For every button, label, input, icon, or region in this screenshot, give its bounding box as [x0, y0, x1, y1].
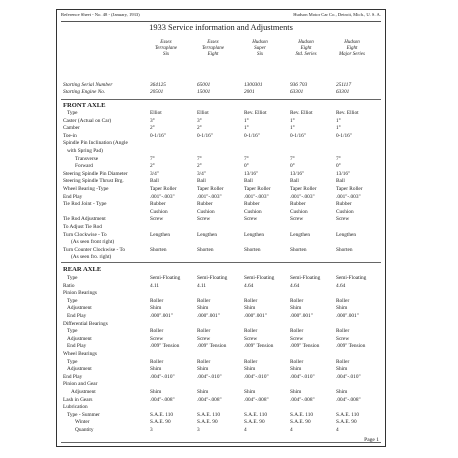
- row-value: 7°: [150, 155, 155, 162]
- row-value: Roller: [244, 328, 258, 335]
- row-value: 4.64: [336, 282, 346, 289]
- row-value: Shim: [197, 366, 209, 373]
- model-header-line: Terraplane: [201, 46, 225, 51]
- row-value: 3: [150, 427, 153, 433]
- model-header-line: Six: [162, 52, 170, 57]
- table-row: [57, 171, 385, 178]
- row-label: (As seen front right): [71, 239, 115, 246]
- serial-label: Starting Serial Number: [63, 82, 113, 88]
- row-value: Shorten: [290, 246, 307, 253]
- row-value: Screw: [290, 335, 304, 342]
- row-label: Steering Spindle Thrust Brg.: [63, 178, 124, 185]
- row-value: 2°: [150, 163, 155, 170]
- row-label: Quantity: [75, 427, 94, 433]
- model-header-line: Super: [254, 46, 266, 51]
- row-value: Lengthen: [197, 231, 218, 238]
- row-value: .000".001": [336, 313, 359, 319]
- row-value: Ball: [336, 178, 345, 185]
- row-value: .000".001": [290, 313, 313, 319]
- model-header-2: [193, 40, 233, 58]
- model-header-line: Essex: [160, 40, 172, 45]
- model-header-1: [146, 40, 186, 58]
- row-value: 0-1/16": [150, 132, 166, 139]
- model-header-line: Eight: [300, 46, 312, 51]
- row-label: Type: [67, 275, 78, 281]
- table-row: [57, 194, 385, 201]
- row-label: Adjustment: [67, 335, 92, 342]
- row-label: Turn Clockwise - To: [63, 231, 107, 238]
- row-value: Screw: [244, 335, 258, 342]
- row-value: Rev. Elliot: [336, 110, 359, 116]
- row-value: Roller: [197, 328, 211, 335]
- row-value: .004"-.008": [197, 396, 222, 403]
- table-row: [57, 412, 385, 419]
- serial-value: 2001: [244, 89, 255, 95]
- row-value: 2°: [197, 125, 202, 132]
- row-value: 0°: [244, 163, 249, 170]
- row-value: 7°: [290, 155, 295, 162]
- row-value: 1°: [336, 117, 341, 124]
- row-value: Cushion: [244, 208, 262, 215]
- table-row: [57, 359, 385, 366]
- row-value: Taper Roller: [150, 186, 177, 192]
- row-value: Shim: [244, 389, 256, 395]
- row-value: Rev. Elliot: [244, 110, 267, 116]
- table-row: [57, 290, 385, 297]
- document-title: 1933 Service information and Adjustments: [149, 23, 293, 32]
- table-row: [57, 163, 385, 170]
- row-value: 4: [336, 427, 339, 433]
- row-value: Shorten: [336, 246, 353, 253]
- row-value: 0-1/16": [197, 132, 213, 139]
- table-row: [57, 374, 385, 381]
- row-value: Cushion: [150, 208, 168, 215]
- row-label: Toe-in: [63, 132, 77, 139]
- row-value: .004"-.010": [336, 373, 361, 380]
- row-value: 3: [197, 427, 200, 433]
- table-row: [57, 209, 385, 216]
- serial-value: 251117: [336, 82, 352, 88]
- row-value: Rubber: [197, 201, 213, 208]
- table-row: [57, 201, 385, 208]
- table-row: [57, 419, 385, 426]
- row-value: S.A.E. 90: [336, 419, 357, 426]
- row-label: End Play: [63, 193, 83, 200]
- table-row: [57, 140, 385, 147]
- row-value: Shim: [244, 366, 256, 373]
- row-label: End Play: [67, 313, 87, 319]
- reference-sheet: [56, 9, 386, 447]
- row-value: .001"-.003": [290, 193, 315, 200]
- table-row: [57, 336, 385, 343]
- row-value: 0-1/16": [244, 132, 260, 139]
- table-row: [57, 178, 385, 185]
- row-value: Shim: [290, 305, 302, 312]
- row-value: .001"-.003": [197, 193, 222, 200]
- model-header-line: Hudson: [298, 40, 314, 45]
- table-row: [57, 389, 385, 396]
- row-value: S.A.E. 90: [197, 419, 218, 426]
- row-value: Shim: [150, 389, 162, 395]
- serial-value: 63301: [336, 89, 350, 95]
- row-value: Shorten: [244, 246, 261, 253]
- row-value: Roller: [150, 297, 164, 304]
- row-value: 1°: [244, 125, 249, 132]
- row-value: Shim: [336, 305, 348, 312]
- divider-middle: [61, 262, 381, 263]
- row-value: 4: [244, 427, 247, 433]
- row-value: Screw: [336, 335, 350, 342]
- table-row: [57, 125, 385, 132]
- row-value: Cushion: [336, 208, 354, 215]
- row-value: 0-1/16": [336, 132, 352, 139]
- row-label: Pinion Bearings: [63, 290, 97, 297]
- row-value: 1°: [336, 125, 341, 132]
- row-value: 7°: [244, 155, 249, 162]
- row-value: Taper Roller: [244, 186, 271, 192]
- row-value: Roller: [290, 328, 304, 335]
- row-value: .004"-.008": [150, 396, 175, 403]
- table-row: [57, 110, 385, 117]
- row-value: Semi-Floating: [150, 275, 181, 281]
- row-label: Type: [67, 110, 78, 116]
- model-header-line: Eight: [346, 46, 358, 51]
- table-row: [57, 321, 385, 328]
- row-value: S.A.E. 110: [244, 411, 268, 418]
- row-value: Screw: [197, 216, 211, 223]
- row-value: 3/4": [150, 170, 159, 177]
- row-value: Lengthen: [290, 231, 311, 238]
- row-value: Lengthen: [244, 231, 265, 238]
- row-value: Semi-Floating: [290, 275, 321, 281]
- row-value: Taper Roller: [197, 186, 224, 192]
- table-row: [57, 156, 385, 163]
- row-value: 13/16": [336, 170, 351, 177]
- row-label: Type: [67, 297, 78, 304]
- table-row: [57, 366, 385, 373]
- row-value: 4.11: [150, 282, 160, 289]
- model-header-line: Hudson: [252, 40, 268, 45]
- row-value: S.A.E. 90: [244, 419, 265, 426]
- row-value: 3°: [197, 117, 202, 124]
- row-value: .004"-.010": [150, 373, 175, 380]
- row-value: Shim: [336, 389, 348, 395]
- row-value: Shim: [290, 389, 302, 395]
- row-value: Shorten: [150, 246, 167, 253]
- row-value: Shim: [290, 366, 302, 373]
- row-value: S.A.E. 110: [150, 411, 174, 418]
- row-value: Elliot: [197, 110, 209, 116]
- serial-value: 15001: [197, 89, 211, 95]
- row-value: Roller: [290, 297, 304, 304]
- table-row: [57, 427, 385, 434]
- row-label: Tie Rod Adjustment: [63, 216, 106, 223]
- row-value: Taper Roller: [290, 186, 317, 192]
- sheet-reference: Reference Sheet - No. 48 - (January, 1933): [61, 12, 140, 17]
- serial-label: Starting Engine No.: [63, 89, 106, 95]
- table-row: [57, 328, 385, 335]
- serial-value: 1300301: [244, 82, 263, 88]
- row-label: Lubrication: [63, 404, 88, 411]
- row-value: Taper Roller: [336, 186, 363, 192]
- row-value: S.A.E. 110: [336, 411, 360, 418]
- model-header-3: [240, 40, 280, 58]
- row-value: 0°: [336, 163, 341, 170]
- row-value: Roller: [150, 358, 164, 365]
- table-row: [57, 118, 385, 125]
- row-label: Ratio: [63, 282, 75, 289]
- row-value: .001"-.003": [150, 193, 175, 200]
- row-value: 13/16": [244, 170, 259, 177]
- serial-row: [57, 89, 385, 96]
- serial-value: 364125: [150, 82, 166, 88]
- row-label: Wheel Bearing -Type: [63, 186, 109, 192]
- row-value: Rubber: [150, 201, 166, 208]
- row-label: Adjustment: [67, 305, 92, 312]
- row-value: .000".001": [150, 313, 173, 319]
- model-header-line: Eight: [207, 52, 219, 57]
- row-value: Screw: [290, 216, 304, 223]
- row-value: 7°: [197, 155, 202, 162]
- table-row: [57, 381, 385, 388]
- table-row: [57, 397, 385, 404]
- sheet-header: [61, 12, 381, 22]
- row-label: Caster (Actual on Car): [63, 117, 112, 124]
- row-value: 1°: [290, 125, 295, 132]
- row-label: Transverse: [75, 155, 99, 162]
- row-label: Type: [67, 358, 78, 365]
- row-value: Shim: [150, 366, 162, 373]
- row-value: Lengthen: [336, 231, 357, 238]
- row-value: 4: [290, 427, 293, 433]
- row-value: Roller: [336, 328, 350, 335]
- row-value: Roller: [197, 297, 211, 304]
- table-row: [57, 216, 385, 223]
- row-value: Semi-Floating: [244, 275, 275, 281]
- row-value: .009" Tension: [244, 343, 274, 350]
- row-value: Shim: [197, 305, 209, 312]
- row-label: Differential Bearings: [63, 320, 108, 327]
- row-value: .004"-.010": [197, 373, 222, 380]
- table-row: [57, 298, 385, 305]
- divider-bottom: [61, 442, 381, 443]
- row-value: .001"-.003": [244, 193, 269, 200]
- row-label: Adjustment: [71, 389, 96, 395]
- row-value: Shorten: [197, 246, 214, 253]
- table-row: [57, 313, 385, 320]
- row-label: (As seen fro. right): [71, 254, 112, 261]
- divider-top: [61, 99, 381, 100]
- row-value: S.A.E. 110: [290, 411, 314, 418]
- row-value: 1°: [290, 117, 295, 124]
- page-number: Page 1: [364, 437, 379, 443]
- row-value: Elliot: [150, 110, 162, 116]
- row-value: .004"-.008": [244, 396, 269, 403]
- row-value: Ball: [150, 178, 159, 185]
- row-label: Type - Summer: [67, 411, 100, 418]
- row-value: .004"-.008": [290, 396, 315, 403]
- row-value: 2°: [150, 125, 155, 132]
- table-row: [57, 275, 385, 282]
- row-label: Steering Spindle Pin Diameter: [63, 170, 128, 177]
- row-value: Ball: [197, 178, 206, 185]
- row-value: Roller: [150, 328, 164, 335]
- row-value: .004"-.008": [336, 396, 361, 403]
- row-value: 3/4": [197, 170, 206, 177]
- row-value: Rubber: [290, 201, 306, 208]
- table-row: [57, 283, 385, 290]
- row-value: .009" Tension: [336, 343, 366, 350]
- row-value: 0-1/16": [290, 132, 306, 139]
- serial-value: 20501: [150, 89, 164, 95]
- row-value: Rev. Elliot: [290, 110, 313, 116]
- row-value: Ball: [244, 178, 253, 185]
- row-value: Screw: [150, 335, 164, 342]
- table-row: [57, 224, 385, 231]
- row-value: Rubber: [244, 201, 260, 208]
- row-value: Shim: [244, 305, 256, 312]
- row-label: Lash in Gears: [63, 396, 93, 403]
- model-header-line: Essex: [207, 40, 219, 45]
- row-value: .000".001": [197, 313, 220, 319]
- table-row: [57, 186, 385, 193]
- table-row: [57, 133, 385, 140]
- row-value: .001"-.003": [336, 193, 361, 200]
- table-row: [57, 305, 385, 312]
- row-value: .004"-.010": [244, 373, 269, 380]
- table-row: [57, 148, 385, 155]
- serial-value: 65001: [197, 82, 211, 88]
- row-value: .000".001": [244, 313, 267, 319]
- model-header-line: Six: [256, 52, 264, 57]
- table-row: [57, 343, 385, 350]
- row-label: Type: [67, 328, 78, 335]
- row-value: Cushion: [290, 208, 308, 215]
- model-header-4: [286, 40, 326, 58]
- row-value: Roller: [336, 358, 350, 365]
- row-value: Shim: [336, 366, 348, 373]
- row-label: Tie Rod Joint - Type: [63, 201, 107, 208]
- row-value: .004"-.010": [290, 373, 315, 380]
- row-label: Spindle Pin Inclination (Angle: [63, 140, 128, 147]
- serial-row: [57, 82, 385, 89]
- row-value: 4.11: [197, 282, 207, 289]
- row-label: Pinion and Gear: [63, 381, 98, 388]
- row-label: End Play: [63, 373, 83, 380]
- row-value: Cushion: [197, 208, 215, 215]
- row-label: Wheel Bearings: [63, 351, 97, 357]
- row-value: Roller: [197, 358, 211, 365]
- row-label: Winter: [75, 419, 90, 426]
- row-value: .009" Tension: [290, 343, 320, 350]
- row-value: 4.64: [244, 282, 254, 289]
- row-value: .009" Tension: [197, 343, 227, 350]
- row-value: Screw: [336, 216, 350, 223]
- row-value: Rubber: [336, 201, 352, 208]
- row-label: Forward: [75, 163, 93, 170]
- row-value: Roller: [244, 297, 258, 304]
- row-value: 0°: [290, 163, 295, 170]
- row-value: 4.64: [290, 282, 300, 289]
- row-value: Screw: [197, 335, 211, 342]
- rear-axle-heading: REAR AXLE: [63, 266, 102, 273]
- row-value: Screw: [244, 216, 258, 223]
- serial-value: 63301: [290, 89, 304, 95]
- row-label: End Play: [67, 343, 87, 350]
- row-value: 7°: [336, 155, 341, 162]
- row-value: 13/16": [290, 170, 305, 177]
- table-row: [57, 351, 385, 358]
- model-header-line: Hudson: [344, 40, 360, 45]
- row-value: Roller: [244, 358, 258, 365]
- row-label: To Adjust Tie Rod: [63, 224, 102, 230]
- row-value: 2°: [197, 163, 202, 170]
- row-value: Shim: [150, 305, 162, 312]
- row-value: Semi-Floating: [197, 275, 228, 281]
- row-label: Turn Counter Clockwise - To: [63, 246, 126, 253]
- row-value: S.A.E. 90: [290, 419, 311, 426]
- table-row: [57, 239, 385, 246]
- row-label: Adjustment: [67, 366, 92, 373]
- table-row: [57, 254, 385, 261]
- row-label: with Spring Pad): [67, 148, 103, 154]
- model-header-line: Terraplane: [154, 46, 178, 51]
- serial-value: 936 703: [290, 82, 308, 88]
- row-value: Shim: [197, 389, 209, 395]
- table-row: [57, 404, 385, 411]
- row-value: 3°: [150, 117, 155, 124]
- row-value: Semi-Floating: [336, 275, 367, 281]
- row-value: Screw: [150, 216, 164, 223]
- model-header-5: [332, 40, 372, 58]
- model-header-line: Std. Series: [295, 52, 317, 57]
- front-axle-heading: FRONT AXLE: [63, 102, 106, 109]
- row-value: S.A.E. 110: [197, 411, 221, 418]
- table-row: [57, 232, 385, 239]
- company-address: Hudson Motor Car Co., Detroit, Mich., U. S. A.: [293, 12, 381, 17]
- row-value: 1°: [244, 117, 249, 124]
- row-value: Lengthen: [150, 231, 171, 238]
- row-value: Roller: [290, 358, 304, 365]
- table-row: [57, 247, 385, 254]
- row-label: Camber: [63, 125, 80, 132]
- row-value: Roller: [336, 297, 350, 304]
- row-value: .009" Tension: [150, 343, 180, 350]
- row-value: S.A.E. 90: [150, 419, 171, 426]
- row-value: Ball: [290, 178, 299, 185]
- model-header-line: Major Series: [339, 52, 365, 57]
